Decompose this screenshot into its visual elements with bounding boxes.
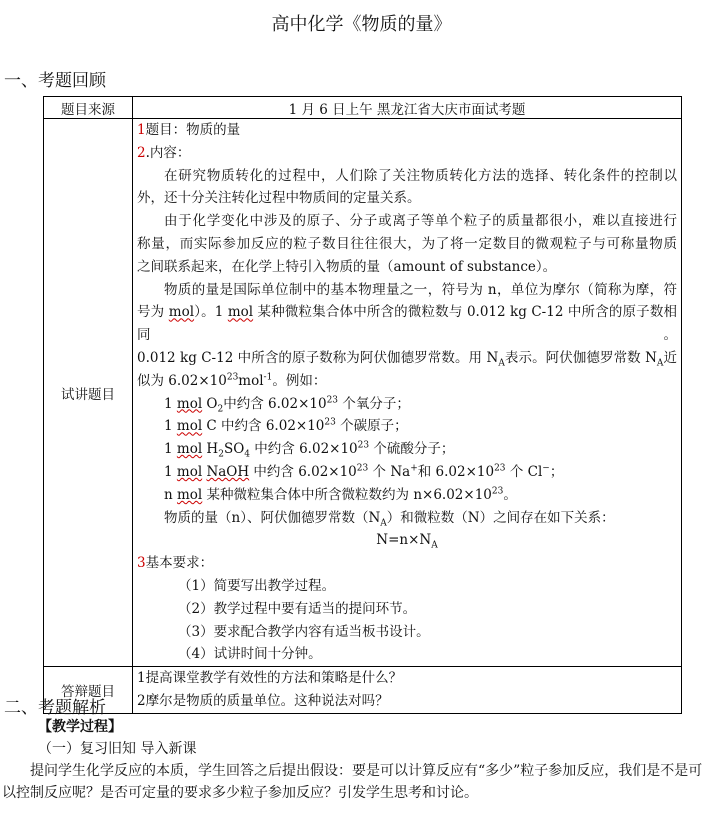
superscript: 23 [226,372,239,383]
text-segment: 物质的量是国际单位制中的基本物理量之一，符号为 n，单位为摩尔（简称为摩，符 [164,281,677,298]
text-segment: 1 [164,441,177,458]
topic-label: 试讲题目 [44,119,133,667]
content-line [137,256,677,279]
analysis-paragraph: 提问学生化学反应的本质，学生回答之后提出假设：要是可以计算反应有“多少”粒子参加反应，我们是不是可 [30,763,703,779]
content-line [137,393,677,416]
subscript: 2 [217,404,224,415]
content-line [137,552,677,575]
text-segment: 个 Cl [505,463,543,480]
text-segment: （1）简要写出教学过程。 [178,577,336,594]
source-label: 题目来源 [44,97,133,119]
text-segment: 和 6.02×10 [417,463,495,480]
table-row-source [44,97,682,119]
superscript: 23 [357,440,370,451]
content-line [137,415,677,438]
content-line [137,598,677,621]
text-segment: mol [238,372,264,389]
content-line [137,507,677,530]
section-heading-analysis: 二、考题解析 [4,698,106,718]
content-line [137,484,677,507]
content-line [137,370,677,393]
content-line [137,438,677,461]
content-line [137,165,677,188]
text-segment: 个 Na [368,463,411,480]
text-segment: 在研究物质转化的过程中，人们除了关注物质转化方法的选择、转化条件的控制以 [164,167,677,184]
superscript: − [542,463,550,474]
text-segment: 题目：物质的量 [145,122,241,138]
content-line [137,347,677,370]
text-segment: 中约含 6.02×10 [223,395,327,412]
text-segment: 之间联系起来，在化学上特引入物质的量（amount of substance）。 [137,258,557,275]
text-segment: 外，还十分关注转化过程中物质间的定量关系。 [137,190,421,207]
text-segment: mol [176,395,203,412]
subscript: A [498,358,505,369]
text-segment: 由于化学变化中涉及的原子、分子或离子等单个粒子的质量都很小，难以直接进行 [164,213,677,230]
text-segment: mol [177,486,203,503]
analysis-paragraph: 以控制反应呢？是否可定量的要求多少粒子参加反应？引发学生思考和讨论。 [2,785,478,801]
text-segment: ； [549,463,564,480]
text-segment: NaOH [206,463,250,480]
text-segment: 个碳原子； [335,418,408,435]
exam-table [43,96,682,714]
content-line [137,279,677,302]
text-segment: 3 [137,555,146,572]
text-segment: 1 [164,463,177,480]
text-segment: 号为 [137,304,169,321]
defense-question: 2摩尔是物质的质量单位。这种说法对吗？ [137,692,389,709]
topic-content [133,119,682,667]
subscript: A [380,518,387,529]
text-segment: 似为 6.02×10 [137,372,227,389]
content-line [137,529,677,552]
analysis-section [0,716,723,804]
content-line [137,461,677,484]
text-segment: 1 [137,122,146,138]
defense-content [133,667,682,714]
subscript: 2 [218,449,224,460]
text-segment: 1 [164,395,177,412]
text-segment: 。例如： [272,372,327,389]
content-line [137,233,677,256]
text-segment: 近 [663,349,678,366]
content-line [137,643,677,666]
superscript: 23 [326,395,339,406]
text-segment: 中约含 6.02×10 [250,441,358,458]
superscript: -1 [263,372,273,383]
superscript: 23 [324,417,336,428]
content-line [137,575,677,598]
text-segment: mol [176,441,203,458]
content-line [137,210,677,233]
text-segment: C 中约含 6.02×10 [202,418,325,435]
content-line [137,119,677,142]
superscript: + [410,463,418,474]
text-segment: 中约含 6.02×10 [249,463,357,480]
text-segment: 0.012 kg C-12 中所含的原子数称为阿伏伽德罗常数。用 N [137,349,499,366]
text-segment: H [202,441,219,458]
content-line [137,621,677,644]
content-line [137,301,677,347]
text-segment: 物质的量（n）、阿伏伽德罗常数（N [164,509,381,526]
text-segment: SO [223,441,245,458]
text-segment: O [202,395,218,412]
analysis-heading: 【教学过程】 [38,719,122,735]
defense-label: 答辩题目 [44,667,133,714]
document-title: 高中化学《物质的量》 [271,14,452,35]
text-segment: 1 [164,418,177,435]
defense-question: 1提高课堂教学有效性的方法和策略是什么？ [137,670,403,687]
text-segment: mol [168,304,195,321]
text-segment: 某种微粒集合体中所含微粒数约为 n×6.02×10 [202,486,492,503]
analysis-subheading: （一）复习旧知 导入新课 [38,741,197,757]
content-line [137,142,677,165]
text-segment: .内容： [145,144,191,161]
subscript: 4 [244,449,251,460]
superscript: 23 [356,463,369,474]
text-segment: N=n×N [376,532,432,549]
text-segment: 某种微粒集合体中所含的微粒数与 0.012 kg C-12 中所含的原子数相同。 [137,304,678,344]
table-row-topic [44,119,682,667]
source-value: 1 月 6 日上午 黑龙江省大庆市面试考题 [133,97,682,119]
text-segment: ）和微粒数（N）之间存在如下关系： [386,509,615,526]
superscript: 23 [494,463,506,474]
section-heading-review: 一、考题回顾 [4,71,106,91]
text-segment: 个氧分子； [338,395,410,412]
table-row-defense [44,667,682,714]
text-segment: 基本要求： [145,555,214,572]
text-segment: （2）教学过程中要有适当的提问环节。 [178,600,417,617]
text-segment: mol [176,463,203,480]
content-line [137,187,677,210]
text-segment: 个硫酸分子； [369,441,455,458]
subscript: A [656,358,664,369]
text-segment: 表示。阿伏伽德罗常数 N [504,349,657,366]
superscript: 23 [491,486,504,497]
text-segment: n [164,486,177,503]
text-segment: ）。1 [194,304,228,321]
subscript: A [431,541,438,552]
text-segment: 。 [503,486,517,503]
text-segment: mol [176,418,203,435]
text-segment: mol [227,304,254,321]
text-segment: （4）试讲时间十分钟。 [178,646,322,663]
text-segment: 2 [137,144,146,161]
text-segment: （3）要求配合教学内容有适当板书设计。 [178,623,430,640]
text-segment: 称量，而实际参加反应的粒子数目往往很大，为了将一定数目的微观粒子与可称量物质 [137,235,677,252]
